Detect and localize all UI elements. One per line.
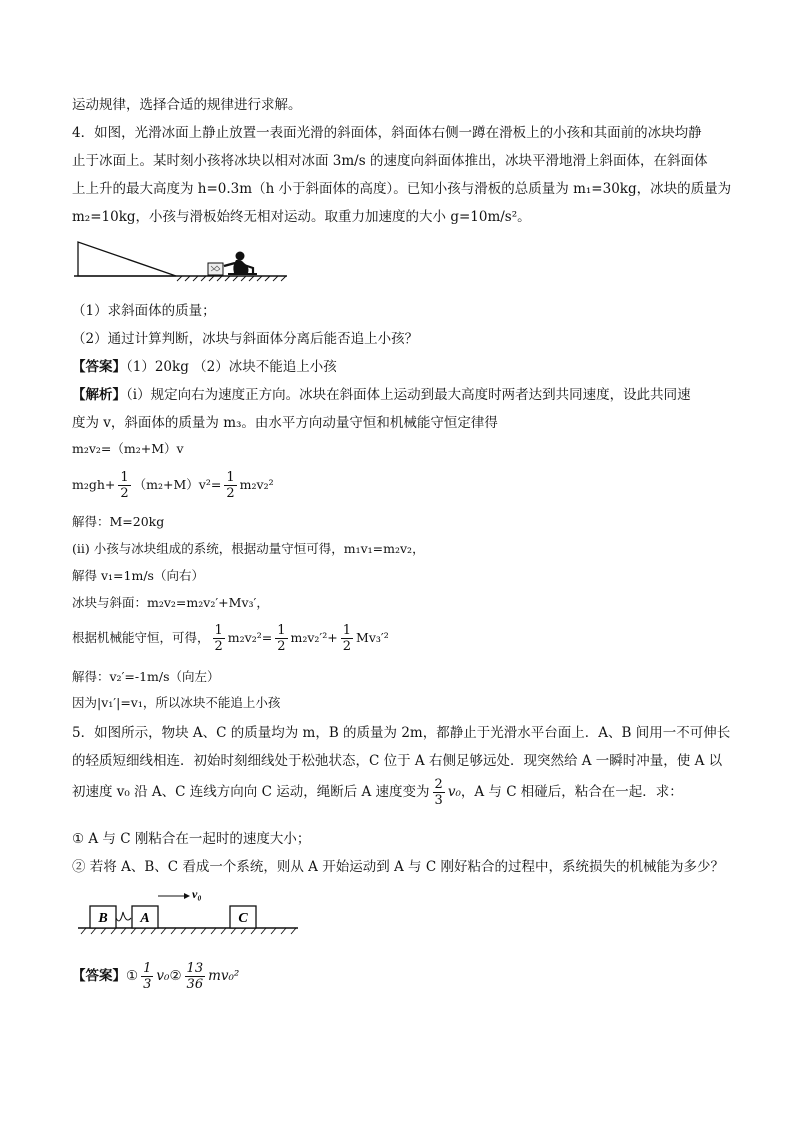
half-fraction xyxy=(275,624,287,653)
half-fraction xyxy=(213,624,225,653)
p4-analysis-line-2: 度为 v，斜面体的质量为 m₃。由水平方向动量守恒和机械能守恒定律得 xyxy=(72,415,498,431)
half-fraction xyxy=(224,471,236,500)
frac-den: 3 xyxy=(434,793,443,808)
p4-answer xyxy=(72,358,337,376)
equation-momentum: m₂v₂=（m₂+M）v xyxy=(72,441,184,456)
frac-num: 1 xyxy=(143,961,152,976)
half-fraction xyxy=(341,624,353,653)
slack-string xyxy=(116,912,131,921)
frac-num: 1 xyxy=(342,623,352,638)
frac-den: 2 xyxy=(120,486,129,501)
p4-figure xyxy=(72,236,292,286)
p5-question-line-3 xyxy=(72,774,683,810)
p5-question-line-2: 的轻质短细线相连．初始时刻细线处于松弛状态，C 位于 A 右侧足够远处．现突然给 A 一瞬时冲量，使 A 以 xyxy=(72,753,723,769)
p4-question-line-2: 止于冰面上。某时刻小孩将冰块以相对冰面 3m/s 的速度向斜面体推出，冰块平滑地滑上斜面体，在斜面体 xyxy=(72,153,708,169)
p4-question-line-3: 上上升的最大高度为 h=0.3m（h 小于斜面体的高度）。已知小孩与滑板的总质量为 m₁=30kg，冰块的质量为 xyxy=(72,181,732,197)
frac-num: 1 xyxy=(226,470,235,485)
slope-shape xyxy=(78,242,176,276)
frac-num: 1 xyxy=(277,623,286,638)
p5-question-line-1: 5．如图所示，物块 A、C 的质量均为 m，B 的质量为 2m，都静止于光滑水平台面上．A、B 间用一不可伸长 xyxy=(72,725,731,741)
frac-den: 2 xyxy=(214,639,223,654)
frac-num: 1 xyxy=(120,470,129,485)
p4-question-line-1: 4．如图，光滑冰面上静止放置一表面光滑的斜面体，斜面体右侧一蹲在滑板上的小孩和其面前的冰块均静 xyxy=(72,125,702,141)
answer-marker-1: ① xyxy=(126,968,139,984)
frac-num: 1 xyxy=(214,623,223,638)
frac-num: 13 xyxy=(186,961,204,976)
solution-v2: 解得：v₂′=-1m/s（向左） xyxy=(72,669,220,684)
eq2-part-b: （m₂+M）v²= xyxy=(133,477,222,492)
ground-line xyxy=(74,276,287,281)
analysis-text-1: （i）规定向右为速度正方向。冰块在斜面体上运动到最大高度时两者达到共同速度，设此共同速 xyxy=(126,387,691,403)
p5-line3-part-b: ，A 与 C 相碰后，粘合在一起．求： xyxy=(460,784,683,800)
p5-subquestion-2: ② 若将 A、B、C 看成一个系统，则从 A 开始运动到 A 与 C 刚好粘合的过程中，系统损失的机械能为多少？ xyxy=(72,859,724,875)
v0-symbol: v₀ xyxy=(447,784,461,800)
part-ii-line: (ii) 小孩与冰块组成的系统，根据动量守恒可得，m₁v₁=m₂v₂， xyxy=(72,541,425,556)
frac-den: 3 xyxy=(143,977,152,992)
answer-mv0-squared: mv₀² xyxy=(208,968,240,984)
frac-den: 2 xyxy=(226,486,235,501)
analysis-label: 【解析】 xyxy=(72,387,126,403)
p4-intro-line: 运动规律，选择合适的规律进行求解。 xyxy=(72,97,302,113)
table-surface xyxy=(78,928,298,934)
p4-subquestion-1: （1）求斜面体的质量； xyxy=(72,303,216,319)
answer-marker-2: ② xyxy=(169,968,182,984)
equation-energy xyxy=(72,468,274,502)
frac-den: 36 xyxy=(186,977,204,992)
frac-den: 2 xyxy=(342,639,352,654)
child-on-skateboard xyxy=(224,252,257,276)
answer-label: 【答案】 xyxy=(72,359,126,375)
p5-line3-part-a: 初速度 v₀ 沿 A、C 连线方向向 C 运动，绳断后 A 速度变为 xyxy=(72,784,430,800)
answer-label: 【答案】 xyxy=(72,968,126,984)
label-a: A xyxy=(140,911,150,926)
two-thirds-fraction xyxy=(433,778,445,807)
block-c xyxy=(230,906,256,928)
label-c: C xyxy=(238,911,248,926)
p5-subquestion-1: ① A 与 C 刚粘合在一起时的速度大小； xyxy=(72,831,311,847)
velocity-arrow xyxy=(158,887,202,901)
energy-part-d: Mv₃′² xyxy=(356,630,389,645)
thirteen-over-thirtysix-fraction xyxy=(185,962,206,991)
answer-text: （1）20kg （2）冰块不能追上小孩 xyxy=(126,359,337,375)
p5-answer xyxy=(72,956,239,996)
p5-figure xyxy=(76,882,306,942)
conclusion: 因为|v₁′|=v₁，所以冰块不能追上小孩 xyxy=(72,695,281,710)
energy-part-a: 根据机械能守恒，可得， xyxy=(72,630,210,645)
p4-subquestion-2: （2）通过计算判断，冰块与斜面体分离后能否追上小孩？ xyxy=(72,331,419,347)
eq2-part-c: m₂v₂² xyxy=(239,477,274,492)
energy-part-b: m₂v₂²= xyxy=(227,630,273,645)
solution-mass: 解得：M=20kg xyxy=(72,514,165,529)
block-a xyxy=(132,906,158,928)
answer-v0: v₀ xyxy=(156,968,170,984)
eq2-part-a: m₂gh+ xyxy=(72,477,116,492)
energy-conservation-line xyxy=(72,620,389,656)
block-b xyxy=(90,906,116,928)
p4-question-line-4: m₂=10kg，小孩与滑板始终无相对运动。取重力加速度的大小 g=10m/s²。 xyxy=(72,209,531,225)
one-third-fraction xyxy=(141,962,153,991)
p4-analysis-line-1 xyxy=(72,386,691,404)
energy-part-c: m₂v₂′²+ xyxy=(290,630,338,645)
frac-den: 2 xyxy=(277,639,286,654)
solution-v1: 解得 v₁=1m/s（向右） xyxy=(72,568,204,583)
ice-slope-equation: 冰块与斜面：m₂v₂=m₂v₂′+Mv₃′， xyxy=(72,595,269,610)
label-v0: v₀ xyxy=(192,887,202,901)
label-b: B xyxy=(98,911,108,926)
half-fraction xyxy=(118,471,130,500)
ice-block xyxy=(208,263,223,275)
frac-num: 2 xyxy=(434,777,443,792)
